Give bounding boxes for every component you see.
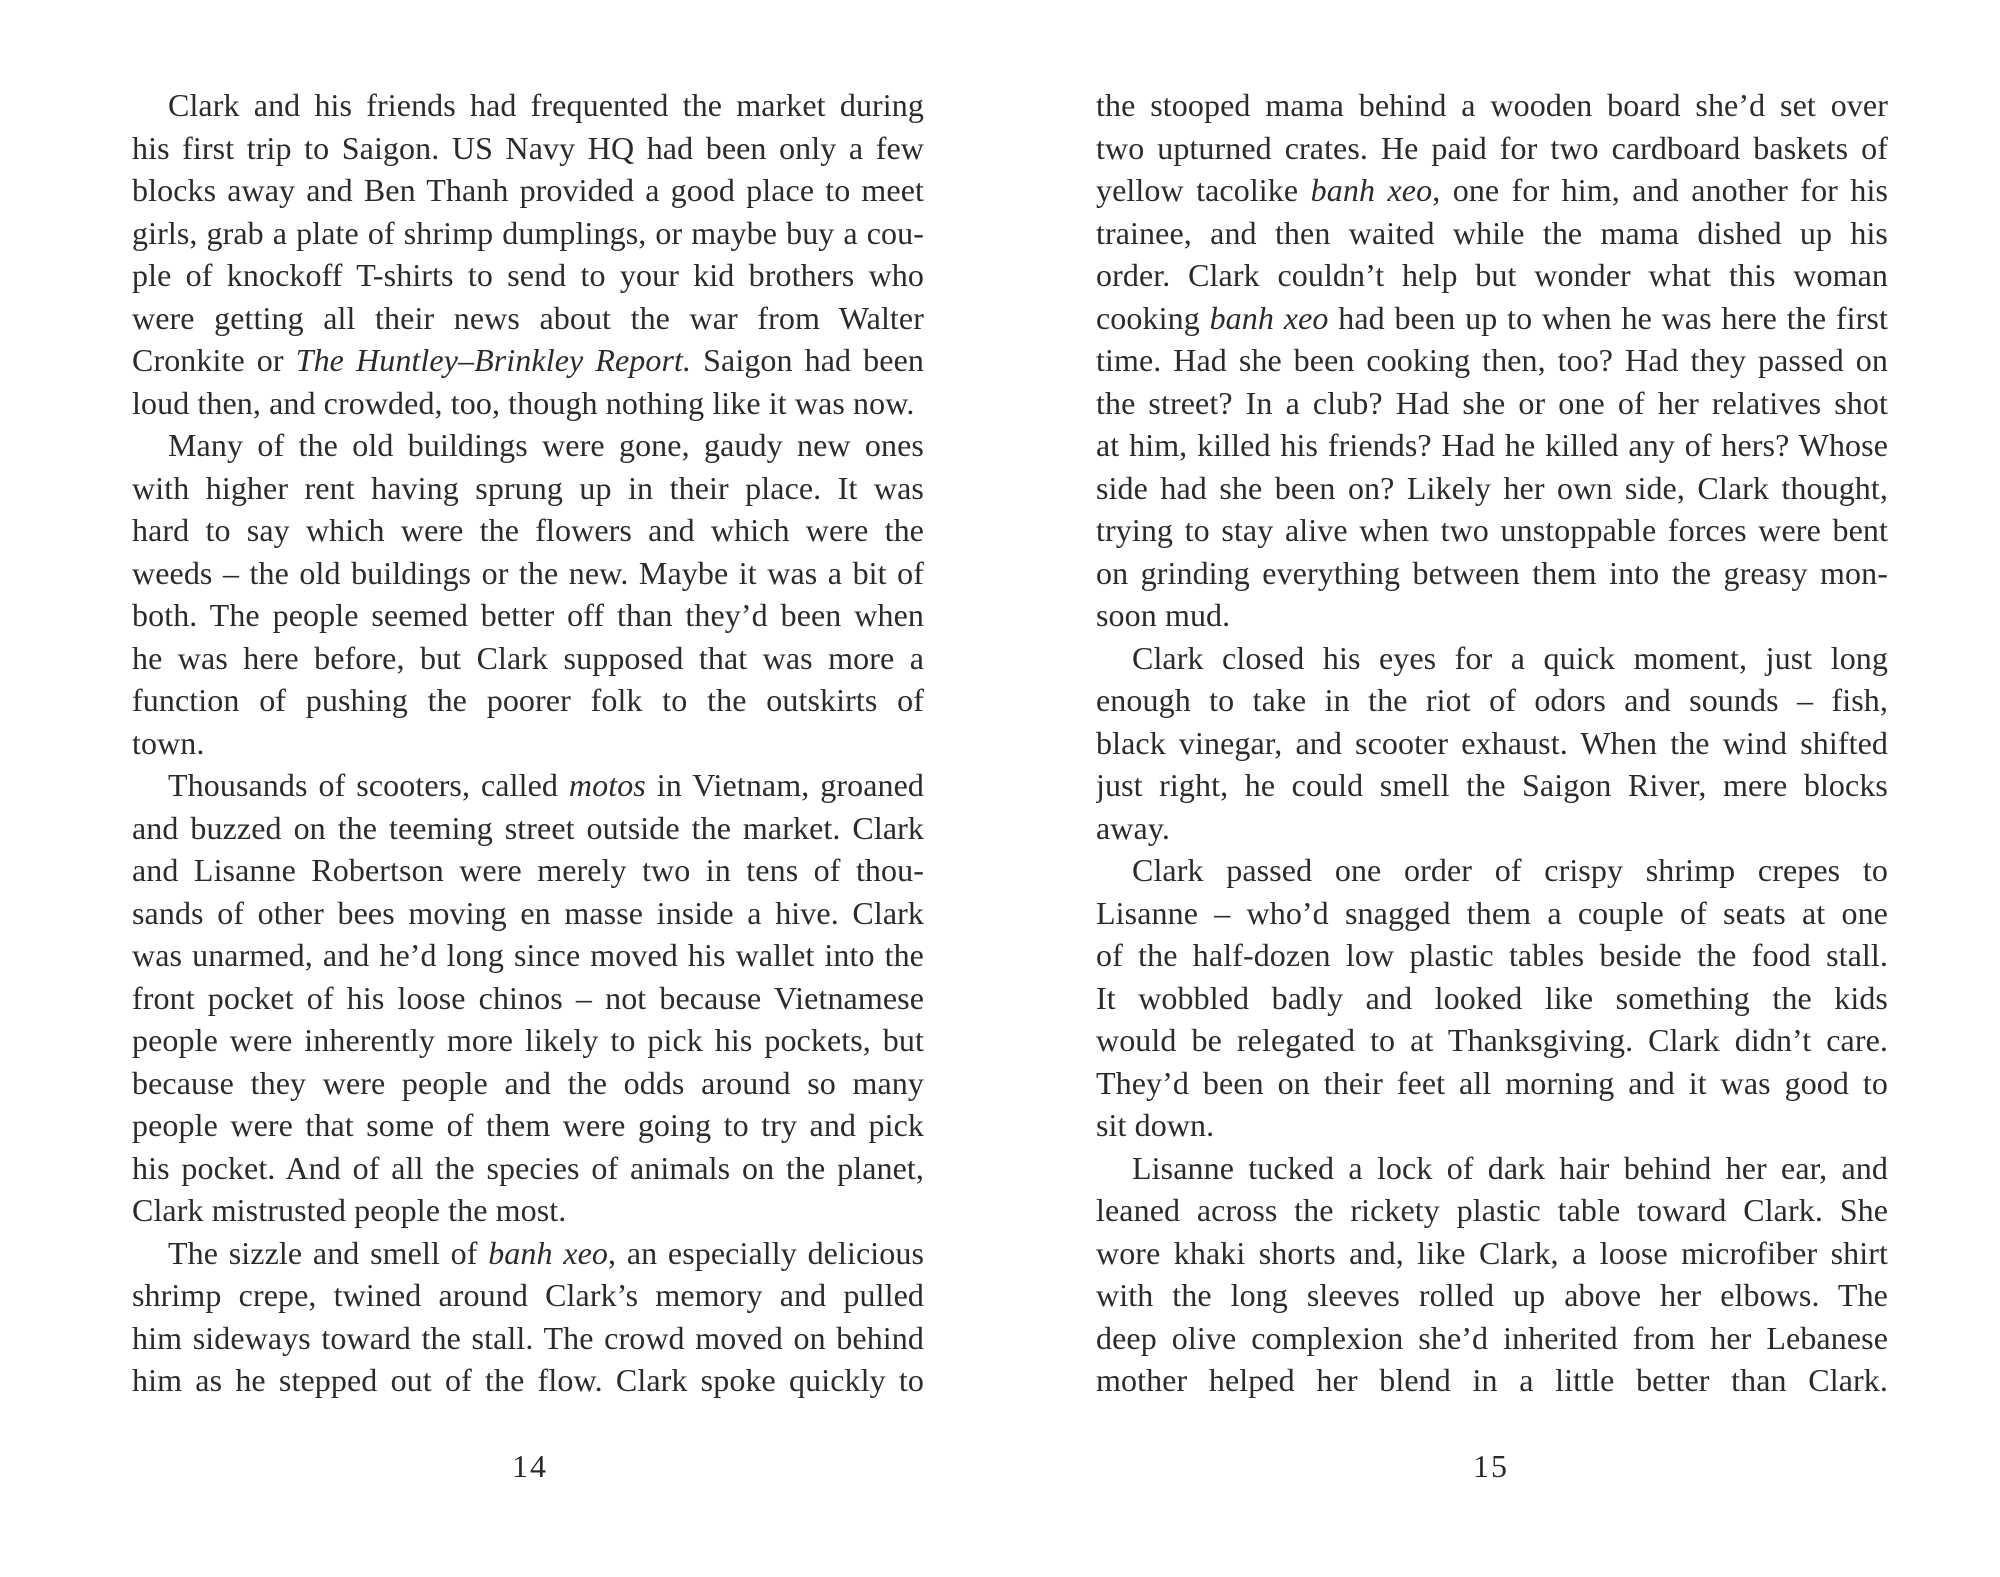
text-line: away.	[1096, 809, 1170, 846]
text-line: people were inherently more likely to pick his pockets, but	[132, 1022, 924, 1058]
line-segment: had been up to when he was here the first	[1328, 299, 1888, 336]
text-line: at him, killed his friends? Had he killed any of hers? Whose	[1096, 427, 1888, 463]
text-line: They’d been on their feet all morning and it was good to	[1096, 1064, 1888, 1101]
text-line: Clark and his friends had frequented the market during	[168, 87, 924, 123]
text-line: the street? In a club? Had she or one of her relatives shot	[1096, 384, 1888, 421]
left-page-text	[132, 84, 924, 1402]
text-line: Clark mistrusted people the most.	[132, 1192, 567, 1228]
text-line: his pocket. And of all the species of animals on the planet,	[132, 1149, 924, 1186]
text-line: he was here before, but Clark supposed that was more a	[132, 639, 924, 676]
text-line: with higher rent having sprung up in their place. It was	[132, 469, 924, 506]
left-page-number: 14	[512, 1448, 548, 1484]
text-line: sit down.	[1096, 1107, 1215, 1143]
line-segment: Thousands of scooters, called	[168, 767, 569, 803]
text-line: because they were people and the odds around so many	[132, 1064, 924, 1101]
text-line: his first trip to Saigon. US Navy HQ had been only a few	[132, 129, 924, 166]
text-line: side had she been on? Likely her own side, Clark thought,	[1096, 469, 1888, 506]
line-segment: , an especially delicious	[608, 1234, 924, 1271]
text-line: blocks away and Ben Thanh provided a good place to meet	[132, 172, 924, 208]
text-line: wore khaki shorts and, like Clark, a loose microfiber shirt	[1096, 1234, 1888, 1271]
text-line: would be relegated to at Thanksgiving. Clark didn’t care.	[1096, 1022, 1888, 1058]
text-line: Clark passed one order of crispy shrimp crepes to	[1132, 852, 1888, 888]
text-line: and buzzed on the teeming street outside the market. Clark	[132, 809, 924, 846]
text-line: black vinegar, and scooter exhaust. When the wind shifted	[1096, 724, 1888, 761]
right-page-text	[1096, 84, 1888, 1402]
text-line: hard to say which were the flowers and which were the	[132, 512, 924, 548]
line-segment: yellow tacolike	[1096, 172, 1311, 208]
text-line: two upturned crates. He paid for two cardboard baskets of	[1096, 129, 1888, 166]
line-segment: cooking	[1096, 299, 1210, 336]
text-line	[1096, 297, 1888, 340]
right-page-number: 15	[1473, 1448, 1509, 1484]
text-line: mother helped her blend in a little better than Clark.	[1096, 1362, 1888, 1398]
text-line: him sideways toward the stall. The crowd moved on behind	[132, 1319, 924, 1356]
text-line	[132, 764, 924, 807]
text-line: enough to take in the riot of odors and sounds – fish,	[1096, 682, 1888, 718]
text-line: soon mud.	[1096, 597, 1231, 633]
text-line: trying to stay alive when two unstoppable forces were bent	[1096, 512, 1888, 548]
text-line: loud then, and crowded, too, though nothing like it was now.	[132, 384, 915, 421]
text-line: time. Had she been cooking then, too? Had they passed on	[1096, 342, 1888, 378]
text-line: on grinding everything between them into the greasy mon-	[1096, 554, 1888, 591]
text-line	[1096, 169, 1888, 212]
text-line: with the long sleeves rolled up above her elbows. The	[1096, 1277, 1888, 1313]
text-line: of the half-dozen low plastic tables beside the food stall.	[1096, 937, 1888, 973]
text-line: It wobbled badly and looked like something the kids	[1096, 979, 1888, 1016]
italic-term: banh xeo	[488, 1234, 609, 1271]
text-line	[132, 339, 924, 382]
text-line: and Lisanne Robertson were merely two in tens of thou-	[132, 852, 924, 888]
text-line: front pocket of his loose chinos – not because Vietnamese	[132, 979, 924, 1016]
right-page	[1000, 0, 2000, 1577]
text-line: Many of the old buildings were gone, gaudy new ones	[168, 427, 924, 463]
text-line: weeds – the old buildings or the new. Maybe it was a bit of	[132, 554, 924, 591]
text-line: deep olive complexion she’d inherited from her Lebanese	[1096, 1319, 1888, 1356]
italic-term: banh xeo	[1209, 299, 1329, 336]
line-segment: The sizzle and smell of	[168, 1234, 489, 1271]
line-segment: Saigon had been	[691, 342, 924, 378]
italic-term: The Huntley–Brinkley Report.	[295, 342, 692, 378]
text-line: trainee, and then waited while the mama dished up his	[1096, 214, 1888, 251]
text-line: him as he stepped out of the flow. Clark spoke quickly to	[132, 1362, 924, 1398]
text-line: people were that some of them were going to try and pick	[132, 1107, 924, 1143]
text-line: just right, he could smell the Saigon River, mere blocks	[1096, 767, 1888, 803]
text-line: Lisanne tucked a lock of dark hair behind her ear, and	[1132, 1149, 1888, 1186]
text-line: sands of other bees moving en masse inside a hive. Clark	[132, 894, 924, 931]
text-line: was unarmed, and he’d long since moved his wallet into the	[132, 937, 924, 973]
text-line: girls, grab a plate of shrimp dumplings, or maybe buy a cou-	[132, 214, 924, 251]
text-line: function of pushing the poorer folk to the outskirts of	[132, 682, 924, 718]
line-segment: , one for him, and another for his	[1432, 172, 1888, 208]
italic-term: banh xeo	[1310, 172, 1433, 208]
text-line: Clark closed his eyes for a quick moment, just long	[1132, 639, 1888, 676]
italic-term: motos	[568, 767, 646, 803]
text-line: shrimp crepe, twined around Clark’s memory and pulled	[132, 1277, 924, 1313]
text-line: the stooped mama behind a wooden board she’d set over	[1096, 87, 1888, 123]
line-segment: Cronkite or	[132, 342, 296, 378]
text-line: were getting all their news about the war from Walter	[132, 299, 924, 336]
text-line: town.	[132, 724, 205, 761]
text-line: order. Clark couldn’t help but wonder what this woman	[1096, 257, 1888, 293]
text-line: leaned across the rickety plastic table toward Clark. She	[1096, 1192, 1888, 1228]
text-line: Lisanne – who’d snagged them a couple of seats at one	[1096, 894, 1888, 931]
text-line: ple of knockoff T-shirts to send to your kid brothers who	[132, 257, 924, 293]
text-line: both. The people seemed better off than they’d been when	[132, 597, 924, 633]
line-segment: in Vietnam, groaned	[645, 767, 924, 803]
text-line	[132, 1232, 924, 1275]
